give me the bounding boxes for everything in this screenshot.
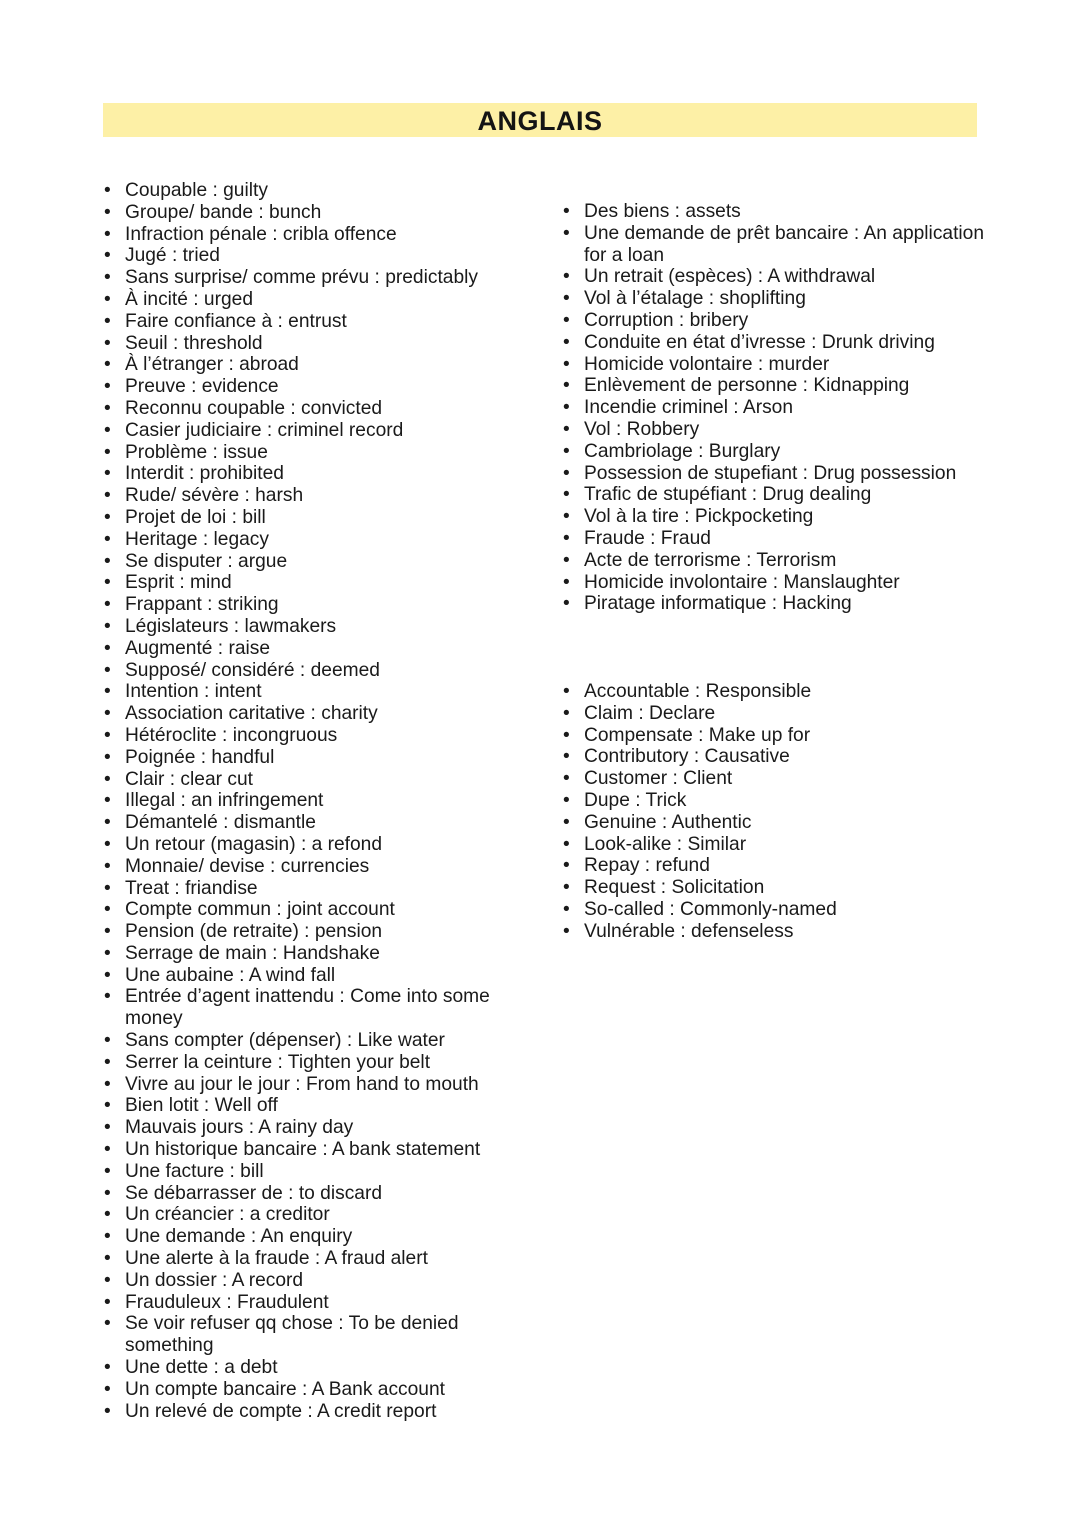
vocab-item: • Mauvais jours : A rainy day <box>104 1117 524 1139</box>
vocab-item: • Monnaie/ devise : currencies <box>104 856 524 878</box>
vocab-item: • Une demande de prêt bancaire : An application for a loan <box>563 223 993 267</box>
vocab-item: • Problème : issue <box>104 442 524 464</box>
vocab-item: • Se voir refuser qq chose : To be denied something <box>104 1313 524 1357</box>
vocab-item: • Vol à l’étalage : shoplifting <box>563 288 993 310</box>
vocab-item: • Interdit : prohibited <box>104 463 524 485</box>
vocab-item: • Request : Solicitation <box>563 877 993 899</box>
vocab-item: • Accountable : Responsible <box>563 681 993 703</box>
vocab-item: • Vol : Robbery <box>563 419 993 441</box>
vocab-item: • Se débarrasser de : to discard <box>104 1183 524 1205</box>
vocab-item: • Poignée : handful <box>104 747 524 769</box>
vocab-item: • À l’étranger : abroad <box>104 354 524 376</box>
vocab-item: • Une facture : bill <box>104 1161 524 1183</box>
vocab-item: • Clair : clear cut <box>104 769 524 791</box>
vocab-item: • Se disputer : argue <box>104 551 524 573</box>
vocab-item: • Un relevé de compte : A credit report <box>104 1401 524 1423</box>
vocab-item: • Preuve : evidence <box>104 376 524 398</box>
vocab-item: • Législateurs : lawmakers <box>104 616 524 638</box>
vocab-item: • Claim : Declare <box>563 703 993 725</box>
vocab-item: • Treat : friandise <box>104 878 524 900</box>
vocab-item: • Une aubaine : A wind fall <box>104 965 524 987</box>
vocab-item: • Vivre au jour le jour : From hand to mouth <box>104 1074 524 1096</box>
vocab-item: • Serrage de main : Handshake <box>104 943 524 965</box>
vocab-item: • Rude/ sévère : harsh <box>104 485 524 507</box>
vocab-item: • Entrée d’agent inattendu : Come into some money <box>104 986 524 1030</box>
vocab-item: • Faire confiance à : entrust <box>104 311 524 333</box>
vocab-item: • Un dossier : A record <box>104 1270 524 1292</box>
vocab-item: • Infraction pénale : cribla offence <box>104 224 524 246</box>
vocab-item: • Intention : intent <box>104 681 524 703</box>
vocab-item: • Une dette : a debt <box>104 1357 524 1379</box>
vocab-item: • Esprit : mind <box>104 572 524 594</box>
vocab-item: • Vol à la tire : Pickpocketing <box>563 506 993 528</box>
vocab-list-crimes <box>563 201 993 615</box>
vocab-item: • Reconnu coupable : convicted <box>104 398 524 420</box>
vocab-item: • Des biens : assets <box>563 201 993 223</box>
vocab-item: • Fraude : Fraud <box>563 528 993 550</box>
vocab-item: • Incendie criminel : Arson <box>563 397 993 419</box>
vocab-item: • Genuine : Authentic <box>563 812 993 834</box>
vocab-item: • Un compte bancaire : A Bank account <box>104 1379 524 1401</box>
vocab-item: • Customer : Client <box>563 768 993 790</box>
vocab-item: • Compensate : Make up for <box>563 725 993 747</box>
vocab-item: • Conduite en état d’ivresse : Drunk driving <box>563 332 993 354</box>
vocab-item: • Augmenté : raise <box>104 638 524 660</box>
vocab-item: • Pension (de retraite) : pension <box>104 921 524 943</box>
vocab-item: • Homicide volontaire : murder <box>563 354 993 376</box>
vocab-item: • Enlèvement de personne : Kidnapping <box>563 375 993 397</box>
vocab-item: • Bien lotit : Well off <box>104 1095 524 1117</box>
vocab-item: • Homicide involontaire : Manslaughter <box>563 572 993 594</box>
vocab-item: • Trafic de stupéfiant : Drug dealing <box>563 484 993 506</box>
vocab-item: • Cambriolage : Burglary <box>563 441 993 463</box>
vocab-item: • Repay : refund <box>563 855 993 877</box>
vocab-item: • Compte commun : joint account <box>104 899 524 921</box>
vocab-item: • À incité : urged <box>104 289 524 311</box>
vocab-item: • So-called : Commonly-named <box>563 899 993 921</box>
vocab-item: • Une alerte à la fraude : A fraud alert <box>104 1248 524 1270</box>
vocab-item: • Heritage : legacy <box>104 529 524 551</box>
vocab-item: • Dupe : Trick <box>563 790 993 812</box>
vocab-item: • Un historique bancaire : A bank statement <box>104 1139 524 1161</box>
vocab-item: • Possession de stupefiant : Drug possession <box>563 463 993 485</box>
vocab-item: • Jugé : tried <box>104 245 524 267</box>
vocab-item: • Illegal : an infringement <box>104 790 524 812</box>
vocab-item: • Association caritative : charity <box>104 703 524 725</box>
vocab-item: • Sans compter (dépenser) : Like water <box>104 1030 524 1052</box>
vocab-list-left <box>104 180 524 1422</box>
vocab-item: • Hétéroclite : incongruous <box>104 725 524 747</box>
vocab-item: • Coupable : guilty <box>104 180 524 202</box>
vocab-item: • Corruption : bribery <box>563 310 993 332</box>
vocab-item: • Piratage informatique : Hacking <box>563 593 993 615</box>
vocab-item: • Démantelé : dismantle <box>104 812 524 834</box>
vocab-item: • Supposé/ considéré : deemed <box>104 660 524 682</box>
vocab-item: • Sans surprise/ comme prévu : predictably <box>104 267 524 289</box>
vocab-item: • Serrer la ceinture : Tighten your belt <box>104 1052 524 1074</box>
vocab-item: • Frappant : striking <box>104 594 524 616</box>
vocab-item: • Une demande : An enquiry <box>104 1226 524 1248</box>
vocab-item: • Look-alike : Similar <box>563 834 993 856</box>
vocab-item: • Un créancier : a creditor <box>104 1204 524 1226</box>
vocab-item: • Frauduleux : Fraudulent <box>104 1292 524 1314</box>
vocab-item: • Seuil : threshold <box>104 333 524 355</box>
vocab-item: • Contributory : Causative <box>563 746 993 768</box>
vocab-item: • Groupe/ bande : bunch <box>104 202 524 224</box>
title-bar <box>103 103 977 137</box>
vocab-item: • Projet de loi : bill <box>104 507 524 529</box>
vocab-list-synonyms <box>563 681 993 943</box>
vocab-item: • Casier judiciaire : criminel record <box>104 420 524 442</box>
vocab-item: • Acte de terrorisme : Terrorism <box>563 550 993 572</box>
page-title: ANGLAIS <box>477 105 603 136</box>
vocab-item: • Un retrait (espèces) : A withdrawal <box>563 266 993 288</box>
vocab-item: • Un retour (magasin) : a refond <box>104 834 524 856</box>
vocab-item: • Vulnérable : defenseless <box>563 921 993 943</box>
